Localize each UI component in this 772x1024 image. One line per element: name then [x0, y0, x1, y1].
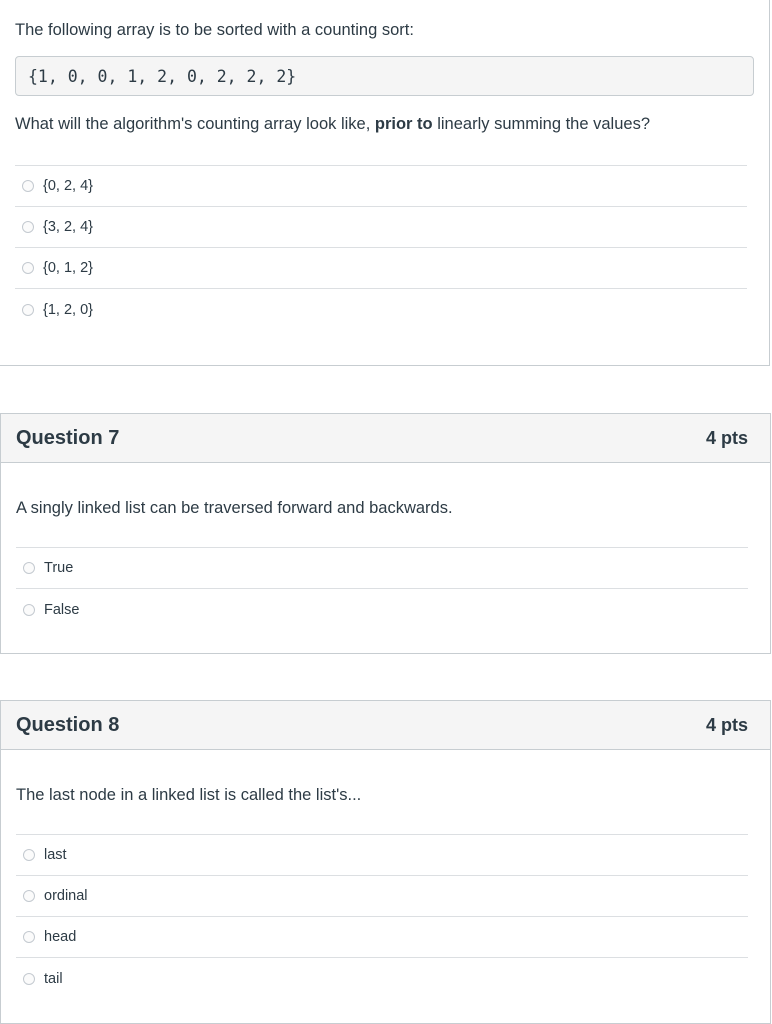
question-8-title: Question 8 [16, 713, 120, 736]
answer-option[interactable] [16, 876, 748, 917]
answer-label: False [44, 601, 80, 618]
question-8-answers [16, 834, 748, 999]
question-6-text-end: linearly summing the values? [432, 115, 650, 133]
question-7-title: Question 7 [16, 426, 120, 449]
question-7-header [1, 414, 770, 463]
answer-option[interactable] [15, 248, 747, 289]
answer-option[interactable] [15, 289, 747, 330]
answer-option[interactable] [16, 589, 748, 630]
answer-option[interactable] [16, 917, 748, 958]
question-6-card [0, 0, 770, 366]
answer-option[interactable] [16, 958, 748, 999]
question-6-code-block: {1, 0, 0, 1, 2, 0, 2, 2, 2} [15, 56, 754, 96]
radio-button[interactable] [22, 304, 34, 316]
question-6-answers [15, 165, 747, 330]
radio-button[interactable] [22, 262, 34, 274]
radio-button[interactable] [22, 221, 34, 233]
question-6-text-start: What will the algorithm's counting array look like, [15, 115, 375, 133]
answer-label: {0, 1, 2} [43, 260, 93, 276]
radio-button[interactable] [23, 931, 35, 943]
question-6-text [0, 96, 769, 135]
question-7-text: A singly linked list can be traversed forward and backwards. [16, 499, 453, 517]
answer-label: last [44, 847, 67, 863]
radio-button[interactable] [23, 890, 35, 902]
answer-label: True [44, 560, 74, 576]
answer-option[interactable] [16, 835, 748, 876]
answer-label: tail [44, 970, 63, 987]
question-8-text: The last node in a linked list is called the list's... [16, 786, 362, 804]
radio-button[interactable] [22, 180, 34, 192]
answer-option[interactable] [15, 166, 747, 207]
question-7-points: 4 pts [705, 427, 748, 448]
question-6-text-emphasis: prior to [374, 115, 433, 133]
radio-button[interactable] [23, 562, 35, 574]
question-8-points: 4 pts [705, 714, 748, 735]
radio-button[interactable] [23, 973, 35, 985]
answer-label: head [44, 929, 77, 945]
question-8-header [1, 701, 770, 750]
answer-option[interactable] [16, 548, 748, 589]
answer-label: {3, 2, 4} [43, 219, 93, 235]
question-7-answers [16, 547, 748, 630]
answer-label: ordinal [44, 888, 88, 904]
answer-option[interactable] [15, 207, 747, 248]
radio-button[interactable] [23, 604, 35, 616]
radio-button[interactable] [23, 849, 35, 861]
answer-label: {1, 2, 0} [43, 301, 93, 318]
answer-label: {0, 2, 4} [43, 178, 93, 194]
question-8-card [0, 700, 771, 1024]
question-6-prompt: The following array is to be sorted with a counting sort: [15, 21, 414, 39]
question-7-card [0, 413, 771, 654]
